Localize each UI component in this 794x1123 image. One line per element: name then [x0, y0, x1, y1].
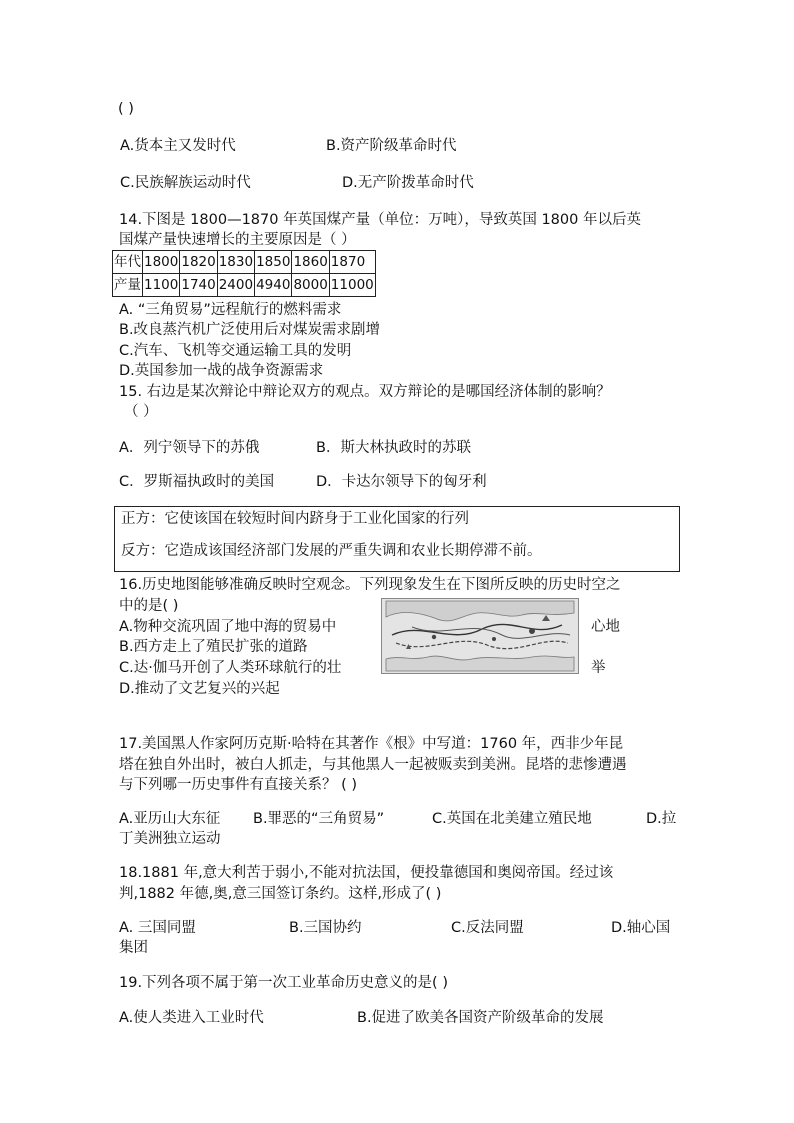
q16-option-c: C.达·伽马开创了人类环球航行的壮: [119, 660, 342, 676]
q13-option-c: C.民族解族运动时代: [120, 175, 251, 191]
output-cell: 8000: [292, 274, 329, 297]
q19-option-a: A.使人类进入工业时代: [119, 1010, 264, 1026]
q16-option-d: D.推动了文艺复兴的兴起: [119, 681, 280, 697]
q16-option-b: B.西方走上了殖民扩张的道路: [119, 639, 308, 655]
q15-option-b: B．斯大林执政时的苏联: [316, 440, 471, 456]
q17-option-d-wrap: 丁美洲独立运动: [119, 831, 221, 847]
q17-option-a: A.亚历山大东征: [119, 811, 221, 827]
q16-option-c-tail: 举: [591, 660, 606, 676]
q18-option-c: C.反法同盟: [451, 920, 524, 936]
q17-option-d: D.拉: [646, 811, 677, 827]
q18-option-d: D.轴心国: [611, 920, 671, 936]
q14-option-a: A. “三角贸易”远程航行的燃料需求: [119, 302, 342, 318]
q14-stem-line2: 国煤产量快速增长的主要原因是（ ）: [119, 232, 356, 248]
q15-option-d: D．卡达尔领导下的匈牙利: [316, 474, 487, 490]
output-cell: 1740: [180, 274, 217, 297]
q15-option-a: A．列宁领导下的苏俄: [119, 440, 260, 456]
q13-answer-bracket: ( ): [118, 101, 134, 117]
table-row-years: [113, 251, 376, 274]
q13-option-d: D.无产阶拨革命时代: [342, 175, 474, 191]
q19-option-b: B.促进了欧美各国资产阶级革命的发展: [357, 1010, 604, 1026]
q15-stem-line1: 15. 右边是某次辩论中辩论双方的观点。双方辩论的是哪国经济体制的影响？: [119, 384, 611, 400]
output-cell: 1100: [143, 274, 180, 297]
year-cell: 1860: [292, 251, 329, 274]
output-cell: 2400: [217, 274, 254, 297]
q13-option-b: B.资产阶级革命时代: [326, 138, 457, 154]
q16-option-a-tail: 心地: [591, 619, 620, 635]
output-cell: 4940: [255, 274, 292, 297]
historical-route-map: [381, 598, 579, 674]
table-row-output: [113, 274, 376, 297]
debate-pro-statement: 正方：它使该国在较短时间内跻身于工业化国家的行列: [121, 511, 469, 527]
q17-stem-line3: 与下列哪一历史事件有直接关系？ ( ): [119, 777, 358, 793]
year-cell: 1850: [255, 251, 292, 274]
debate-box: [114, 506, 680, 572]
q17-stem-line1: 17.美国黑人作家阿历克斯·哈特在其著作《根》中写道：1760 年，西非少年昆: [119, 736, 624, 752]
year-cell: 1820: [180, 251, 217, 274]
coal-output-table: [112, 250, 376, 297]
q18-option-a: A. 三国同盟: [119, 920, 196, 936]
map-illustration: [382, 599, 578, 673]
year-cell: 1830: [217, 251, 254, 274]
output-cell: 11000: [329, 274, 375, 297]
q13-option-a: A.货本主又发时代: [120, 138, 236, 154]
q14-stem-line1: 14.下图是 1800—1870 年英国煤产量（单位：万吨），导致英国 1800 年以后英: [119, 212, 641, 228]
q18-stem-line2: 判,1882 年德,奥,意三国签订条约。这样,形成了( ): [119, 886, 442, 902]
output-header-cell: 产量: [113, 274, 143, 297]
debate-con-statement: 反方：它造成该国经济部门发展的严重失调和农业长期停滞不前。: [121, 543, 542, 559]
year-cell: 1800: [143, 251, 180, 274]
q16-option-a: A.物种交流巩固了地中海的贸易中: [119, 619, 337, 635]
q18-stem-line1: 18.1881 年,意大利苦于弱小,不能对抗法国，便投靠德国和奥阅帝国。经过该: [119, 865, 614, 881]
q15-stem-line2: （ ）: [124, 404, 158, 420]
year-cell: 1870: [329, 251, 375, 274]
q16-stem-line2: 中的是( ): [119, 598, 179, 614]
year-header-cell: 年代: [113, 251, 143, 274]
q19-stem: 19.下列各项不属于第一次工业革命历史意义的是( ): [119, 975, 448, 991]
q14-option-c: C.汽车、飞机等交通运输工具的发明: [119, 343, 352, 359]
q16-stem-line1: 16.历史地图能够准确反映时空观念。下列现象发生在下图所反映的历史时空之: [119, 577, 621, 593]
q17-option-b: B.罪恶的“三角贸易”: [253, 811, 385, 827]
q17-option-c: C.英国在北美建立殖民地: [432, 811, 592, 827]
q14-option-b: B.改良蒸汽机广泛使用后对煤炭需求剧增: [119, 322, 381, 338]
q17-stem-line2: 塔在独自外出时，被白人抓走，与其他黑人一起被贩卖到美洲。昆塔的悲惨遭遇: [119, 757, 627, 773]
q18-option-b: B.三国协约: [289, 920, 362, 936]
q15-option-c: C．罗斯福执政时的美国: [119, 474, 275, 490]
q18-option-d-wrap: 集团: [119, 940, 148, 956]
q14-option-d: D.英国参加一战的战争资源需求: [119, 363, 324, 379]
